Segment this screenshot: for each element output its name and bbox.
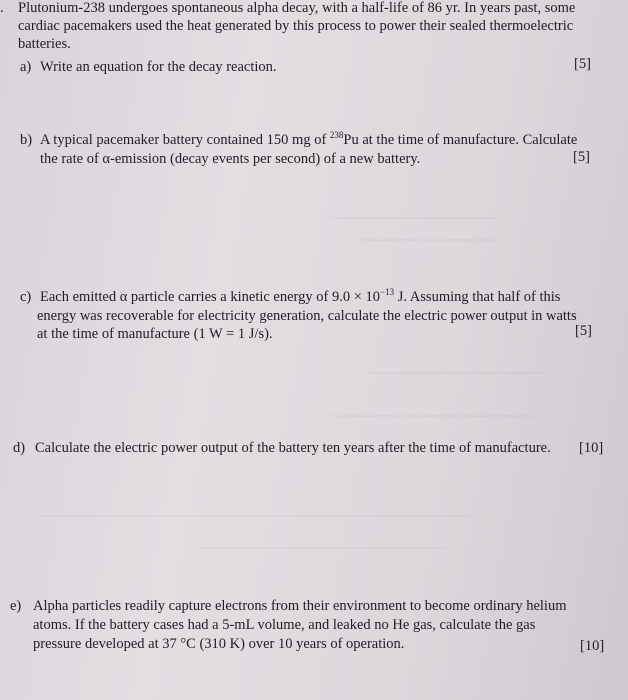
part-b-line-1-pre: A typical pacemaker battery contained 150 mg of (40, 132, 330, 148)
isotope-mass-number: 238 (329, 130, 344, 140)
part-d-marks: [10] (579, 440, 604, 456)
part-a-marks: [5] (574, 56, 591, 72)
part-c-line-1-pre: Each emitted α particle carries a kinetic energy of 9.0 × 10 (40, 289, 381, 305)
part-b-line-2: the rate of α-emission (decay events per second) of a new battery. (40, 151, 421, 167)
part-c-marks: [5] (575, 323, 592, 339)
bleed-through-mark: ~~~~~~~~~~~~~~~~~~~~~~~~~ (370, 365, 546, 380)
bleed-through-mark: ~~~~~~~~~~~~~~~~~~~~~~~~~~~~~~~~~~~ (200, 540, 447, 555)
part-e-line-2: atoms. If the battery cases had a 5-mL volume, and leaked no He gas, calculate the gas (33, 617, 536, 633)
part-e-marks: [10] (580, 638, 605, 654)
part-c-label: c) (20, 289, 32, 305)
part-b-label: b) (20, 132, 33, 148)
intro-line-1: Plutonium-238 undergoes spontaneous alpha decay, with a half-life of 86 yr. In years past, some (18, 0, 576, 16)
part-e-label: e) (10, 598, 22, 614)
part-e-line-3: pressure developed at 37 °C (310 K) over 10 years of operation. (33, 636, 405, 652)
part-c-line-1-post: J. Assuming that half of this (394, 289, 561, 305)
bleed-through-mark: ~~~~~~~~~~~~~~~~~~~~~~~~~~~~~ (330, 408, 534, 423)
intro-bullet: . (0, 0, 4, 16)
part-c-line-1 (40, 289, 560, 306)
part-a-text: Write an equation for the decay reaction. (40, 59, 277, 75)
bleed-through-mark: ~~~~~~~~~~~~~~~~~~~~~~~~~~~~~~~~~~~~~~~~~~~~~~~~~~~~~~~~~~~~~ (40, 508, 470, 523)
intro-line-3: batteries. (18, 36, 71, 52)
bleed-through-mark: ~~~~~~~~~~~~~~~~~~~~ (360, 232, 501, 247)
part-b-marks: [5] (573, 149, 590, 165)
intro-line-2: cardiac pacemakers used the heat generated by this process to power their sealed thermoelectric (18, 18, 574, 34)
part-c-line-3: at the time of manufacture (1 W = 1 J/s). (37, 326, 273, 342)
energy-exponent: −13 (380, 287, 395, 297)
part-d-text: Calculate the electric power output of the battery ten years after the time of manufacture. (35, 440, 551, 456)
part-c-line-2: energy was recoverable for electricity generation, calculate the electric power output in watts (37, 308, 577, 324)
part-b-line-1-post: Pu at the time of manufacture. Calculate (343, 132, 578, 148)
part-a-label: a) (20, 59, 32, 75)
part-d-label: d) (13, 440, 26, 456)
part-b-line-1 (40, 132, 577, 149)
part-e-line-1: Alpha particles readily capture electrons from their environment to become ordinary helium (33, 598, 567, 614)
bleed-through-mark: ~~~~~~~~~~~~~~~~~~~~~~~~ (330, 210, 499, 225)
